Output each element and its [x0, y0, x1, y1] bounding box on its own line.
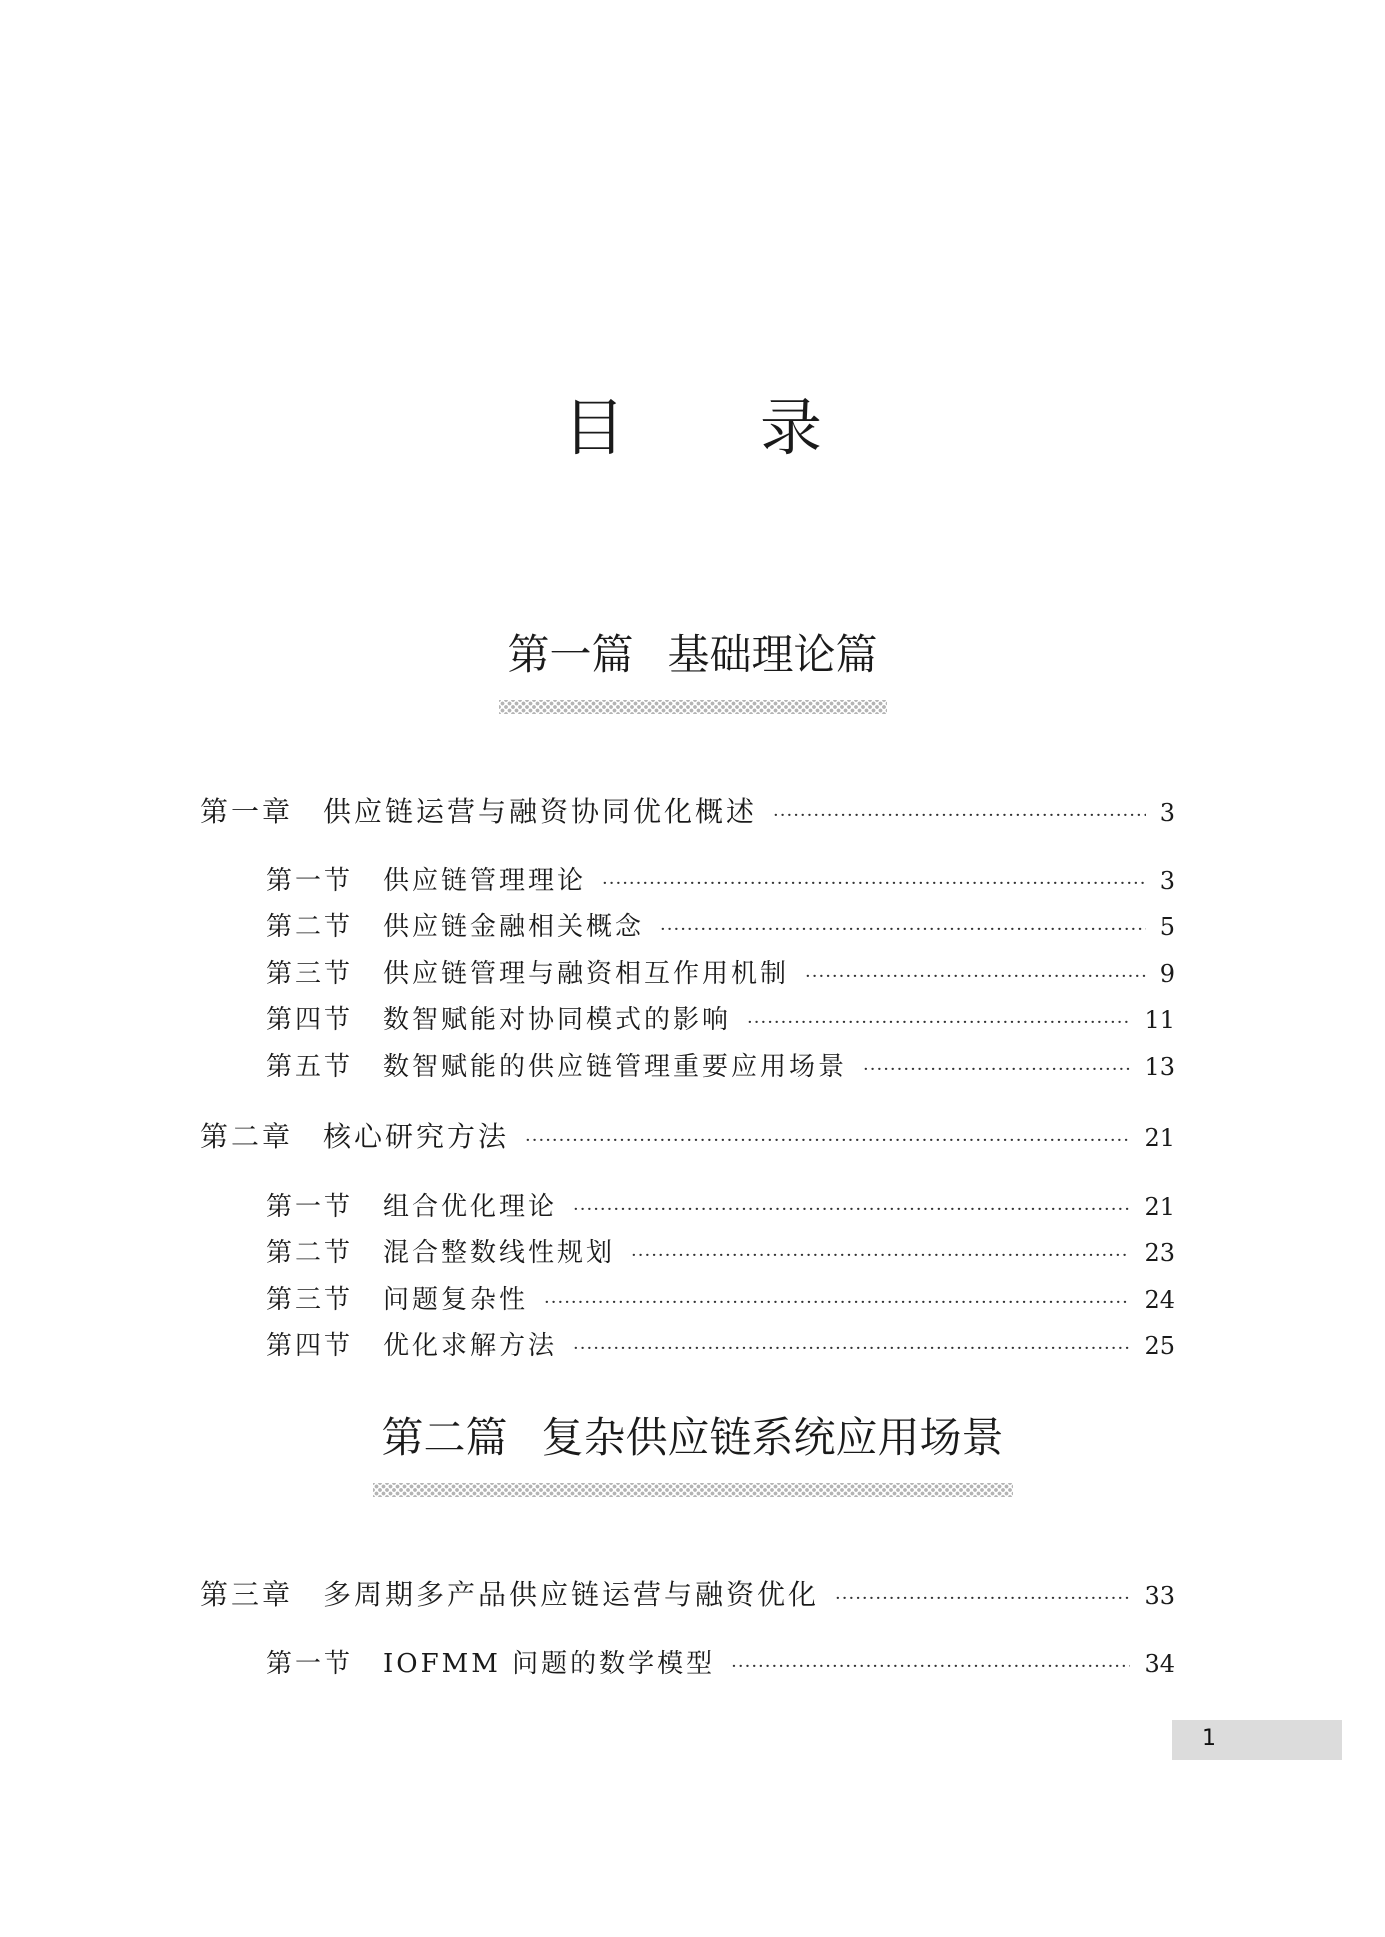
toc-section[interactable]: 第二节 供应链金融相关概念 ····· 5 [266, 906, 1175, 943]
dot-leader [863, 1059, 1130, 1080]
toc-chapter-2[interactable]: 第二章 核心研究方法 ····· 21 [200, 1115, 1175, 1155]
part-divider [373, 1483, 1013, 1497]
toc-section[interactable]: 第四节 优化求解方法 ····· 25 [266, 1325, 1175, 1362]
dot-leader [544, 1292, 1130, 1313]
dot-leader [747, 1012, 1130, 1033]
dot-leader [773, 805, 1146, 826]
toc-section[interactable]: 第五节 数智赋能的供应链管理重要应用场景 ····· 13 [266, 1046, 1175, 1083]
dot-leader [835, 1588, 1130, 1609]
toc-section[interactable]: 第三节 问题复杂性 ····· 24 [266, 1279, 1175, 1316]
toc-section[interactable]: 第一节 供应链管理理论 ····· 3 [266, 860, 1175, 897]
dot-leader [805, 966, 1146, 987]
part-label: 第二篇 [381, 1413, 508, 1462]
dot-leader [573, 1199, 1130, 1220]
dot-leader [631, 1245, 1130, 1266]
toc-chapter-1[interactable]: 第一章 供应链运营与融资协同优化概述 ····· 3 [200, 790, 1175, 830]
toc-section[interactable]: 第二节 混合整数线性规划 ····· 23 [266, 1232, 1175, 1269]
dot-leader [525, 1130, 1130, 1151]
part-heading-1 [0, 622, 1385, 714]
dot-leader [731, 1656, 1130, 1677]
page-title: 目 录 [562, 391, 823, 464]
toc-section[interactable]: 第四节 数智赋能对协同模式的影响 ····· 11 [266, 999, 1175, 1036]
toc-chapter-3[interactable]: 第三章 多周期多产品供应链运营与融资优化 ····· 33 [200, 1573, 1175, 1613]
part-divider [499, 700, 887, 714]
dot-leader [660, 919, 1146, 940]
dot-leader [573, 1338, 1130, 1359]
part-title: 基础理论篇 [667, 630, 878, 679]
page-number: 1 [1202, 1726, 1216, 1751]
toc-section[interactable]: 第三节 供应链管理与融资相互作用机制 ····· 9 [266, 953, 1175, 990]
toc-section[interactable]: 第一节 IOFMM 问题的数学模型 ····· 34 [266, 1643, 1175, 1680]
part-label: 第一篇 [507, 630, 634, 679]
part-title: 复杂供应链系统应用场景 [541, 1413, 1004, 1462]
toc-section[interactable]: 第一节 组合优化理论 ····· 21 [266, 1186, 1175, 1223]
dot-leader [602, 873, 1146, 894]
page-number-tab [1172, 1720, 1342, 1760]
part-heading-2 [0, 1405, 1385, 1497]
